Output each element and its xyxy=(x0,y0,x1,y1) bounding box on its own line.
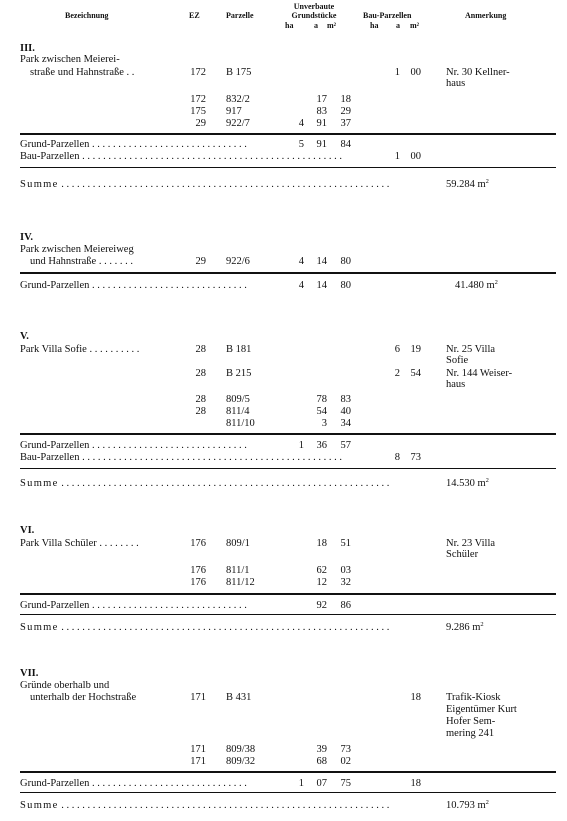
ez-cell: 172 xyxy=(190,94,206,105)
parzelle-cell: 922/6 xyxy=(226,256,250,267)
section-numeral: III. xyxy=(20,43,35,54)
summe-divider xyxy=(20,614,556,615)
grund-parzellen-label: Grund-Parzellen . . . . . . . . . . . . . . . . . . . . . . . . . . . . . . xyxy=(20,440,247,451)
a-cell: 62 xyxy=(316,565,327,576)
parzelle-cell: 809/5 xyxy=(226,394,250,405)
grund-a: 36 xyxy=(316,440,327,451)
a-cell: 12 xyxy=(316,577,327,588)
m2-cell: 51 xyxy=(340,538,351,549)
ha-cell: 4 xyxy=(298,256,304,267)
summe-label: Summe . . . . . . . . . . . . . . . . . . . . . . . . . . . . . . . . . . . . . . . . . . . . . . . . . . . . . . . . . . . . . . . xyxy=(20,800,390,811)
anmerkung-cell: Schüler xyxy=(446,549,479,560)
summe-value: 9.286 $m^2$ xyxy=(446,621,484,633)
header-parzelle: Parzelle xyxy=(226,11,254,20)
parzelle-cell: 917 xyxy=(226,106,242,117)
section-numeral: VII. xyxy=(20,668,39,679)
ez-cell: 172 xyxy=(190,67,206,78)
section-name: Park zwischen Meierei- xyxy=(20,54,120,65)
anmerkung-cell: Nr. 23 Villa xyxy=(446,538,496,549)
m2-cell: 37 xyxy=(340,118,351,129)
grund-parzellen-label: Grund-Parzellen . . . . . . . . . . . . . . . . . . . . . . . . . . . . . . xyxy=(20,778,247,789)
parzelle-cell: B 175 xyxy=(226,67,252,78)
parzelle-cell: 809/1 xyxy=(226,538,250,549)
anmerkung-cell: Nr. 144 Weiser- xyxy=(446,368,513,379)
header-bau-ha: ha xyxy=(370,21,379,30)
ez-cell: 175 xyxy=(190,106,206,117)
m2-cell: 18 xyxy=(340,94,351,105)
m2-cell: 40 xyxy=(340,406,351,417)
grund-ha: 1 xyxy=(298,778,304,789)
grund-m2: 86 xyxy=(340,600,351,611)
summe-divider xyxy=(20,167,556,168)
section-divider xyxy=(20,593,556,595)
summe-divider xyxy=(20,792,556,793)
section-name: und Hahnstraße . . . . . . . xyxy=(30,256,133,267)
grund-parzellen-label: Grund-Parzellen . . . . . . . . . . . . . . . . . . . . . . . . . . . . . . xyxy=(20,139,247,150)
header-bau-parzellen: Bau-Parzellen xyxy=(363,11,412,20)
parzelle-cell: 811/12 xyxy=(226,577,255,588)
ez-cell: 29 xyxy=(195,256,206,267)
ez-cell: 28 xyxy=(195,406,206,417)
section-divider xyxy=(20,771,556,773)
summe-label: Summe . . . . . . . . . . . . . . . . . . . . . . . . . . . . . . . . . . . . . . . . . . . . . . . . . . . . . . . . . . . . . . . xyxy=(20,622,390,633)
a-cell: 83 xyxy=(316,106,327,117)
parzelle-cell: B 215 xyxy=(226,368,252,379)
m2-cell: 32 xyxy=(340,577,351,588)
grund-a: 92 xyxy=(316,600,327,611)
bau-a: 8 xyxy=(394,452,400,463)
m2-cell: 73 xyxy=(340,744,351,755)
header-anmerkung: Anmerkung xyxy=(465,11,507,20)
summe-value: 10.793 $m^2$ xyxy=(446,799,489,811)
bau-m2-cell: 19 xyxy=(410,344,421,355)
section-numeral: VI. xyxy=(20,525,35,536)
a-cell: 54 xyxy=(316,406,327,417)
section-divider xyxy=(20,133,556,135)
ez-cell: 28 xyxy=(195,368,206,379)
m2-cell: 80 xyxy=(340,256,351,267)
header-a: a xyxy=(314,21,318,30)
header-grundstuecke: Grundstücke xyxy=(291,11,337,20)
ez-cell: 28 xyxy=(195,344,206,355)
bau-m2-cell: 00 xyxy=(410,67,421,78)
grund-ha: 4 xyxy=(298,280,304,291)
grund-a: 14 xyxy=(316,280,327,291)
ez-cell: 171 xyxy=(190,756,206,767)
parzelle-cell: 832/2 xyxy=(226,94,250,105)
summe-divider xyxy=(20,468,556,469)
a-cell: 3 xyxy=(321,418,327,429)
header-ez: EZ xyxy=(189,11,200,20)
a-cell: 68 xyxy=(316,756,327,767)
ez-cell: 171 xyxy=(190,692,206,703)
anmerkung-cell: Trafik-Kiosk xyxy=(446,692,501,703)
ez-cell: 176 xyxy=(190,565,206,576)
parzelle-cell: 922/7 xyxy=(226,118,250,129)
parzelle-cell: 809/38 xyxy=(226,744,256,755)
grund-bau-m2: 18 xyxy=(410,778,421,789)
bau-a-cell: 1 xyxy=(394,67,400,78)
summe-label: Summe . . . . . . . . . . . . . . . . . . . . . . . . . . . . . . . . . . . . . . . . . . . . . . . . . . . . . . . . . . . . . . . xyxy=(20,179,390,190)
ez-cell: 171 xyxy=(190,744,206,755)
grund-a: 91 xyxy=(316,139,327,150)
parzelle-cell: 809/32 xyxy=(226,756,256,767)
bau-parzellen-label: Bau-Parzellen . . . . . . . . . . . . . . . . . . . . . . . . . . . . . . . . . . . . . . . . . . . . . . . . . . xyxy=(20,452,342,463)
bau-a-cell: 2 xyxy=(394,368,400,379)
grund-m2: 84 xyxy=(340,139,351,150)
grund-m2: 80 xyxy=(340,280,351,291)
a-cell: 14 xyxy=(316,256,327,267)
m2-cell: 29 xyxy=(340,106,351,117)
grund-total: 41.480 $m^2$ xyxy=(455,279,498,291)
section-name: Park Villa Sofie . . . . . . . . . . xyxy=(20,344,140,355)
parzelle-cell: B 431 xyxy=(226,692,252,703)
parzelle-cell: B 181 xyxy=(226,344,252,355)
ez-cell: 28 xyxy=(195,394,206,405)
header-m2: m² xyxy=(327,21,337,30)
header-unverbaute: Unverbaute xyxy=(293,2,335,11)
grund-parzellen-label: Grund-Parzellen . . . . . . . . . . . . . . . . . . . . . . . . . . . . . . xyxy=(20,280,247,291)
a-cell: 78 xyxy=(316,394,327,405)
anmerkung-cell: Nr. 25 Villa xyxy=(446,344,496,355)
anmerkung-cell: haus xyxy=(446,379,466,390)
anmerkung-cell: Sofie xyxy=(446,355,469,366)
grund-m2: 75 xyxy=(340,778,351,789)
ha-cell: 4 xyxy=(298,118,304,129)
bau-m2: 73 xyxy=(410,452,421,463)
grund-ha: 5 xyxy=(298,139,304,150)
a-cell: 17 xyxy=(316,94,327,105)
m2-cell: 34 xyxy=(340,418,351,429)
grund-parzellen-label: Grund-Parzellen . . . . . . . . . . . . . . . . . . . . . . . . . . . . . . xyxy=(20,600,247,611)
bau-m2-cell: 18 xyxy=(410,692,421,703)
a-cell: 39 xyxy=(316,744,327,755)
summe-value: 59.284 $m^2$ xyxy=(446,178,489,190)
grund-ha: 1 xyxy=(298,440,304,451)
section-name: straße und Hahnstraße . . xyxy=(30,67,135,78)
header-ha: ha xyxy=(285,21,294,30)
bau-m2: 00 xyxy=(410,151,421,162)
section-name: Gründe oberhalb und xyxy=(20,680,110,691)
parzelle-cell: 811/1 xyxy=(226,565,250,576)
ez-cell: 29 xyxy=(195,118,206,129)
bau-a: 1 xyxy=(394,151,400,162)
section-divider xyxy=(20,433,556,435)
anmerkung-cell: mering 241 xyxy=(446,728,495,739)
m2-cell: 03 xyxy=(340,565,351,576)
section-name: Park Villa Schüler . . . . . . . . xyxy=(20,538,139,549)
anmerkung-cell: Eigentümer Kurt xyxy=(446,704,517,715)
a-cell: 18 xyxy=(316,538,327,549)
header-bau-a: a xyxy=(396,21,400,30)
bau-parzellen-label: Bau-Parzellen . . . . . . . . . . . . . . . . . . . . . . . . . . . . . . . . . . . . . . . . . . . . . . . . . . xyxy=(20,151,342,162)
header-bezeichnung: Bezeichnung xyxy=(65,11,109,20)
parzelle-cell: 811/10 xyxy=(226,418,255,429)
bau-m2-cell: 54 xyxy=(410,368,421,379)
anmerkung-cell: Nr. 30 Kellner- xyxy=(446,67,510,78)
anmerkung-cell: haus xyxy=(446,78,466,89)
summe-value: 14.530 $m^2$ xyxy=(446,477,489,489)
m2-cell: 02 xyxy=(340,756,351,767)
section-numeral: IV. xyxy=(20,232,33,243)
section-numeral: V. xyxy=(20,331,29,342)
summe-label: Summe . . . . . . . . . . . . . . . . . . . . . . . . . . . . . . . . . . . . . . . . . . . . . . . . . . . . . . . . . . . . . . . xyxy=(20,478,390,489)
ez-cell: 176 xyxy=(190,577,206,588)
header-bau-m2: m² xyxy=(410,21,420,30)
m2-cell: 83 xyxy=(340,394,351,405)
anmerkung-cell: Hofer Sem- xyxy=(446,716,496,727)
section-name: unterhalb der Hochstraße xyxy=(30,692,137,703)
ez-cell: 176 xyxy=(190,538,206,549)
parzelle-cell: 811/4 xyxy=(226,406,250,417)
grund-m2: 57 xyxy=(340,440,351,451)
section-divider xyxy=(20,272,556,274)
bau-a-cell: 6 xyxy=(394,344,400,355)
grund-a: 07 xyxy=(316,778,327,789)
a-cell: 91 xyxy=(316,118,327,129)
section-name: Park zwischen Meiereiweg xyxy=(20,244,134,255)
